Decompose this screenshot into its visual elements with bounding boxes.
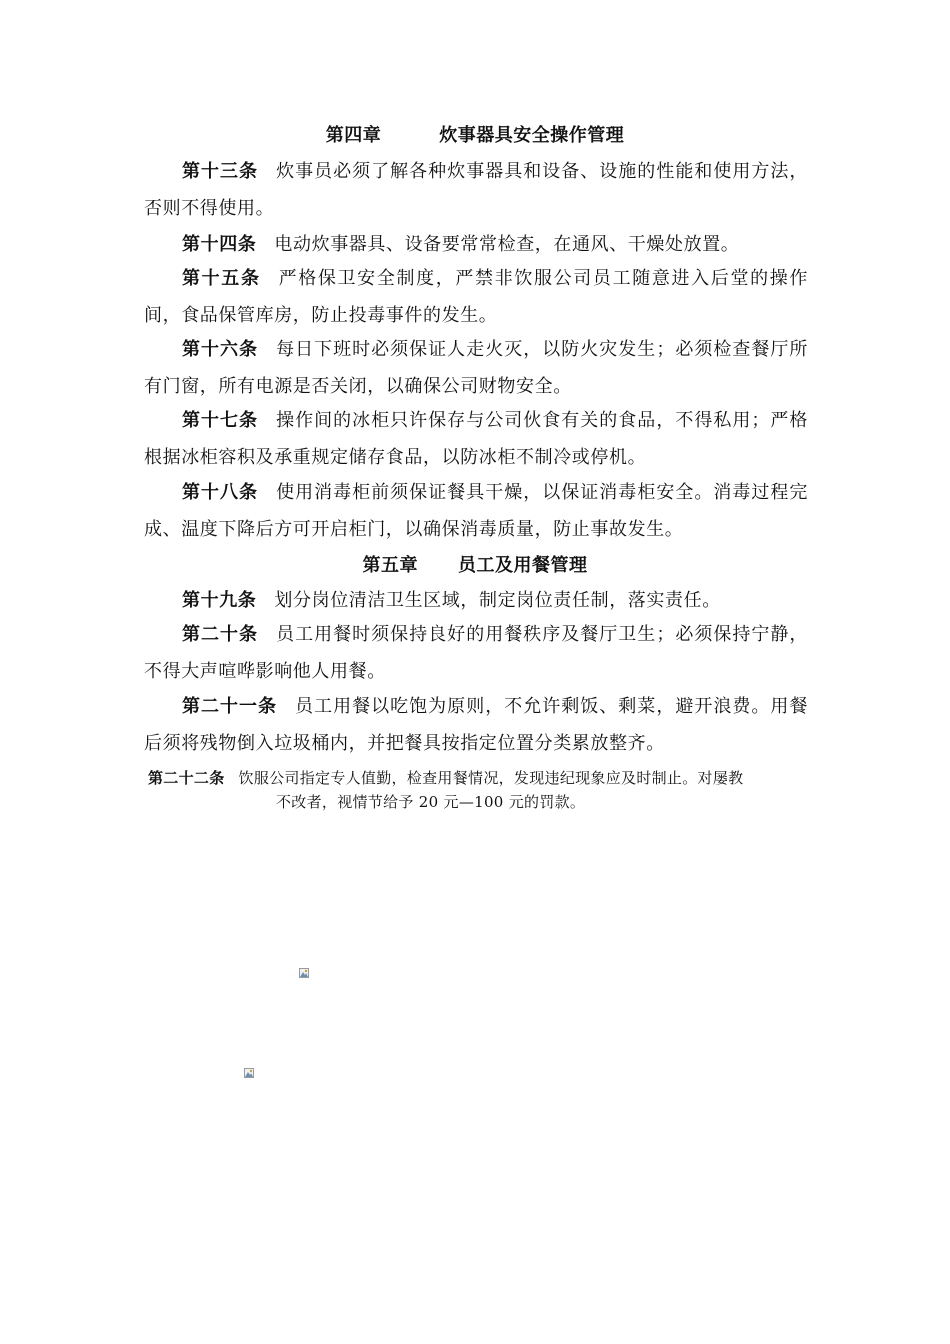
article-text: 炊事员必须了解各种炊事器具和设备、设施的性能和使用方法，否则不得使用。: [144, 161, 809, 219]
article-text: 使用消毒柜前须保证餐具干燥，以保证消毒柜安全。消毒过程完成、温度下降后方可开启柜门，以确保消毒质量，防止事故发生。: [144, 482, 809, 540]
article-text-line-1: 饮服公司指定专人值勤，检查用餐情况，发现违纪现象应及时制止。对屡教: [238, 769, 744, 787]
chapter-label: 第五章: [362, 555, 418, 576]
broken-image-icon: [299, 963, 309, 973]
article-17: [144, 402, 808, 476]
article-text: 员工用餐时须保持良好的用餐秩序及餐厅卫生；必须保持宁静，不得大声喧哗影响他人用餐。: [144, 624, 809, 682]
article-number: 第十八条: [182, 482, 259, 503]
chapter-title: 炊事器具安全操作管理: [439, 125, 625, 146]
article-text: 电动炊事器具、设备要常常检查，在通风、干燥处放置。: [274, 234, 740, 255]
article-13: [144, 153, 808, 227]
article-text: 划分岗位清洁卫生区域，制定岗位责任制，落实责任。: [274, 590, 721, 611]
article-text: 严格保卫安全制度，严禁非饮服公司员工随意进入后堂的操作间，食品保管库房，防止投毒事件的发生。: [144, 268, 808, 326]
article-14: [144, 226, 808, 263]
article-16: [144, 331, 808, 405]
chapter-heading-5: [0, 554, 950, 578]
article-number: 第十七条: [182, 410, 259, 431]
article-text: 每日下班时必须保证人走火灭，以防火灾发生；必须检查餐厅所有门窗，所有电源是否关闭，以确保公司财物安全。: [144, 339, 809, 397]
article-number: 第十三条: [182, 161, 259, 182]
article-text: 员工用餐以吃饱为原则，不允许剩饭、剩菜，避开浪费。用餐后须将残物倒入垃圾桶内，并把餐具按指定位置分类累放整齐。: [144, 696, 809, 754]
article-number: 第十五条: [182, 268, 261, 289]
article-18: [144, 474, 808, 548]
article-text: 操作间的冰柜只许保存与公司伙食有关的食品，不得私用；严格根据冰柜容积及承重规定储存食品，以防冰柜不制冷或停机。: [144, 410, 809, 468]
chapter-title: 员工及用餐管理: [458, 555, 588, 576]
article-number: 第十九条: [182, 590, 257, 611]
article-22: [148, 766, 808, 814]
article-19: [144, 582, 808, 619]
article-number: 第十六条: [182, 339, 259, 360]
chapter-label: 第四章: [325, 125, 382, 146]
article-20: [144, 616, 808, 690]
article-number: 第二十二条: [148, 769, 225, 787]
broken-image-icon: [244, 1063, 254, 1073]
article-21: [144, 688, 808, 762]
article-15: [144, 260, 808, 334]
article-number: 第二十条: [182, 624, 259, 645]
chapter-heading-4: [0, 124, 950, 148]
article-text-line-2: 不改者，视情节给予 20 元—100 元的罚款。: [276, 793, 586, 811]
article-number: 第十四条: [182, 234, 257, 255]
article-number: 第二十一条: [182, 696, 278, 717]
